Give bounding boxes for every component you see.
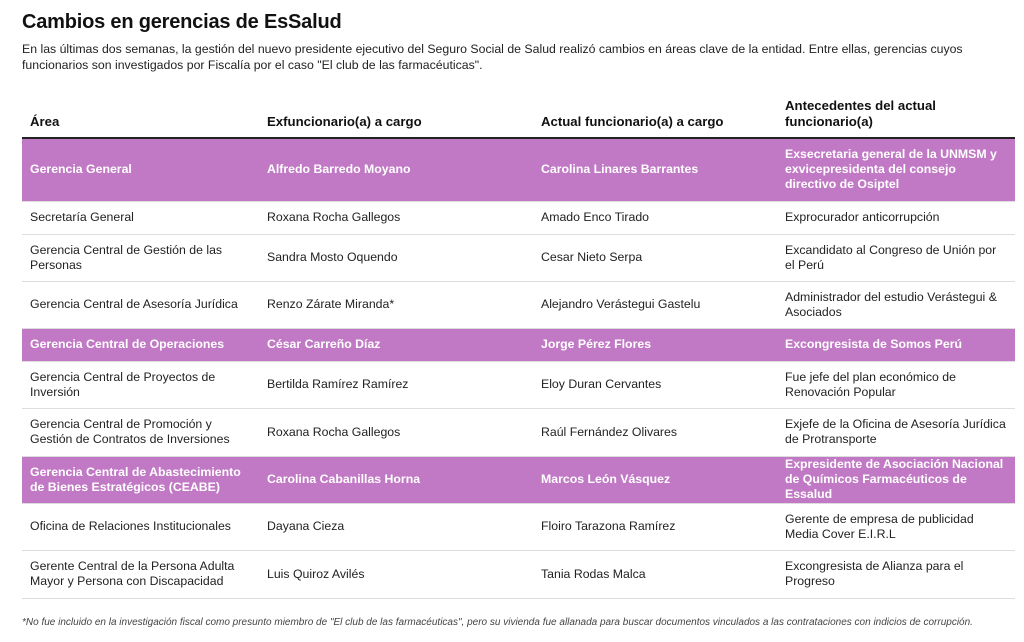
column-header-actual-funcionario: Actual funcionario(a) a cargo	[533, 94, 777, 138]
cell-antecedentes: Exprocurador anticorrupción	[777, 201, 1015, 234]
cell-actual-funcionario: Raúl Fernández Olivares	[533, 408, 777, 456]
cell-antecedentes: Excandidato al Congreso de Unión por el Perú	[777, 234, 1015, 281]
column-header-area: Área	[22, 94, 259, 138]
column-header-exfuncionario: Exfuncionario(a) a cargo	[259, 94, 533, 138]
cell-actual-funcionario: Marcos León Vásquez	[533, 456, 777, 503]
cell-area: Gerencia Central de Asesoría Jurídica	[22, 281, 259, 328]
cell-exfuncionario: Sandra Mosto Oquendo	[259, 234, 533, 281]
cell-actual-funcionario: Cesar Nieto Serpa	[533, 234, 777, 281]
cell-area: Gerencia Central de Gestión de las Personas	[22, 234, 259, 281]
cell-actual-funcionario: Eloy Duran Cervantes	[533, 361, 777, 408]
table-row	[22, 503, 1015, 550]
cell-area: Gerente Central de la Persona Adulta Mayor y Persona con Discapacidad	[22, 550, 259, 598]
page-subtitle: En las últimas dos semanas, la gestión del nuevo presidente ejecutivo del Seguro Social de Salud realizó cambios en áreas clave de la entidad. Entre ellas, gerencias cuyos funcionarios son investigados por Fiscalía por el caso "El club de las farmacéuticas".	[22, 42, 963, 72]
cell-antecedentes: Excongresista de Somos Perú	[777, 328, 1015, 361]
cell-actual-funcionario: Tania Rodas Malca	[533, 550, 777, 598]
table-row	[22, 328, 1015, 361]
footnote: *No fue incluido en la investigación fiscal como presunto miembro de "El club de las farmacéuticas", pero su vivienda fue allanada para buscar documentos vinculados a las contrataciones con indicios de corrupción.	[22, 617, 973, 628]
cell-area: Gerencia Central de Promoción y Gestión de Contratos de Inversiones	[22, 408, 259, 456]
cell-antecedentes: Administrador del estudio Verástegui & Asociados	[777, 281, 1015, 328]
cell-area: Gerencia Central de Proyectos de Inversión	[22, 361, 259, 408]
table-header-row	[22, 94, 1015, 138]
cell-area: Gerencia Central de Abastecimiento de Bienes Estratégicos (CEABE)	[22, 456, 259, 503]
table-row	[22, 456, 1015, 503]
cell-antecedentes: Gerente de empresa de publicidad Media Cover E.I.R.L	[777, 503, 1015, 550]
table-row	[22, 361, 1015, 408]
cell-exfuncionario: Bertilda Ramírez Ramírez	[259, 361, 533, 408]
cell-exfuncionario: Dayana Cieza	[259, 503, 533, 550]
cell-area: Gerencia General	[22, 138, 259, 201]
cell-actual-funcionario: Floiro Tarazona Ramírez	[533, 503, 777, 550]
cell-antecedentes: Exjefe de la Oficina de Asesoría Jurídica de Protransporte	[777, 408, 1015, 456]
cell-area: Gerencia Central de Operaciones	[22, 328, 259, 361]
cell-actual-funcionario: Amado Enco Tirado	[533, 201, 777, 234]
table-row	[22, 201, 1015, 234]
cell-exfuncionario: Roxana Rocha Gallegos	[259, 408, 533, 456]
table-row	[22, 550, 1015, 598]
cell-actual-funcionario: Carolina Linares Barrantes	[533, 138, 777, 201]
cell-antecedentes: Expresidente de Asociación Nacional de Químicos Farmacéuticos de Essalud	[777, 456, 1015, 503]
cell-area: Secretaría General	[22, 201, 259, 234]
cell-exfuncionario: Luis Quiroz Avilés	[259, 550, 533, 598]
cell-antecedentes: Fue jefe del plan económico de Renovación Popular	[777, 361, 1015, 408]
cell-actual-funcionario: Alejandro Verástegui Gastelu	[533, 281, 777, 328]
cell-actual-funcionario: Jorge Pérez Flores	[533, 328, 777, 361]
page-title: Cambios en gerencias de EsSalud	[22, 11, 342, 33]
cell-antecedentes: Excongresista de Alianza para el Progreso	[777, 550, 1015, 598]
gerencias-table	[22, 94, 1015, 599]
cell-area: Oficina de Relaciones Institucionales	[22, 503, 259, 550]
table-row	[22, 281, 1015, 328]
table-row	[22, 234, 1015, 281]
cell-exfuncionario: César Carreño Díaz	[259, 328, 533, 361]
cell-exfuncionario: Renzo Zárate Miranda*	[259, 281, 533, 328]
cell-exfuncionario: Carolina Cabanillas Horna	[259, 456, 533, 503]
cell-exfuncionario: Alfredo Barredo Moyano	[259, 138, 533, 201]
cell-antecedentes: Exsecretaria general de la UNMSM y exvicepresidenta del consejo directivo de Osiptel	[777, 138, 1015, 201]
table-row	[22, 408, 1015, 456]
table-row	[22, 138, 1015, 201]
cell-exfuncionario: Roxana Rocha Gallegos	[259, 201, 533, 234]
column-header-antecedentes: Antecedentes del actual funcionario(a)	[777, 94, 1015, 138]
